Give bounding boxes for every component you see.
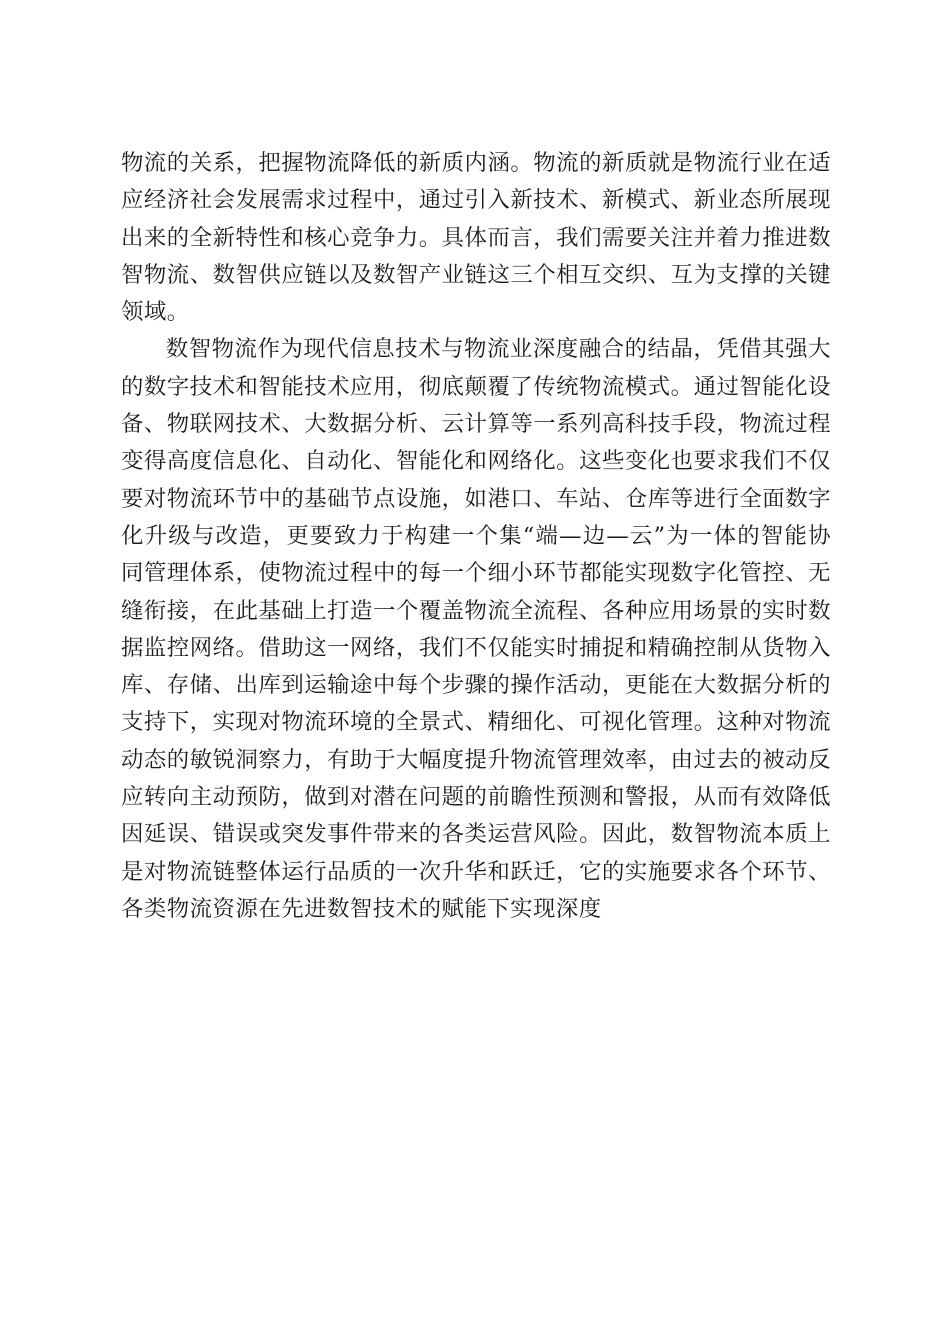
document-body [121, 145, 831, 928]
paragraph-1: 物流的关系，把握物流降低的新质内涵。物流的新质就是物流行业在适应经济社会发展需求过程中，通过引入新技术、新模式、新业态所展现出来的全新特性和核心竞争力。具体而言，我们需要关注并着力推进数智物流、数智供应链以及数智产业链这三个相互交织、互为支撑的关键领域。 [121, 150, 831, 326]
paragraph-2: 数智物流作为现代信息技术与物流业深度融合的结晶，凭借其强大的数字技术和智能技术应用，彻底颠覆了传统物流模式。通过智能化设备、物联网技术、大数据分析、云计算等一系列高科技手段，物流过程变得高度信息化、自动化、智能化和网络化。这些变化也要求我们不仅要对物流环节中的基础节点设施，如港口、车站、仓库等进行全面数字化升级与改造，更要致力于构建一个集“端—边—云”为一体的智能协同管理体系，使物流过程中的每一个细小环节都能实现数字化管控、无缝衔接，在此基础上打造一个覆盖物流全流程、各种应用场景的实时数据监控网络。借助这一网络，我们不仅能实时捕捉和精确控制从货物入库、存储、出库到运输途中每个步骤的操作活动，更能在大数据分析的支持下，实现对物流环境的全景式、精细化、可视化管理。这种对物流动态的敏锐洞察力，有助于大幅度提升物流管理效率，由过去的被动反应转向主动预防，做到对潜在问题的前瞻性预测和警报，从而有效降低因延误、错误或突发事件带来的各类运营风险。因此，数智物流本质上是对物流链整体运行品质的一次升华和跃迁，它的实施要求各个环节、各类物流资源在先进数智技术的赋能下实现深度 [121, 336, 831, 922]
